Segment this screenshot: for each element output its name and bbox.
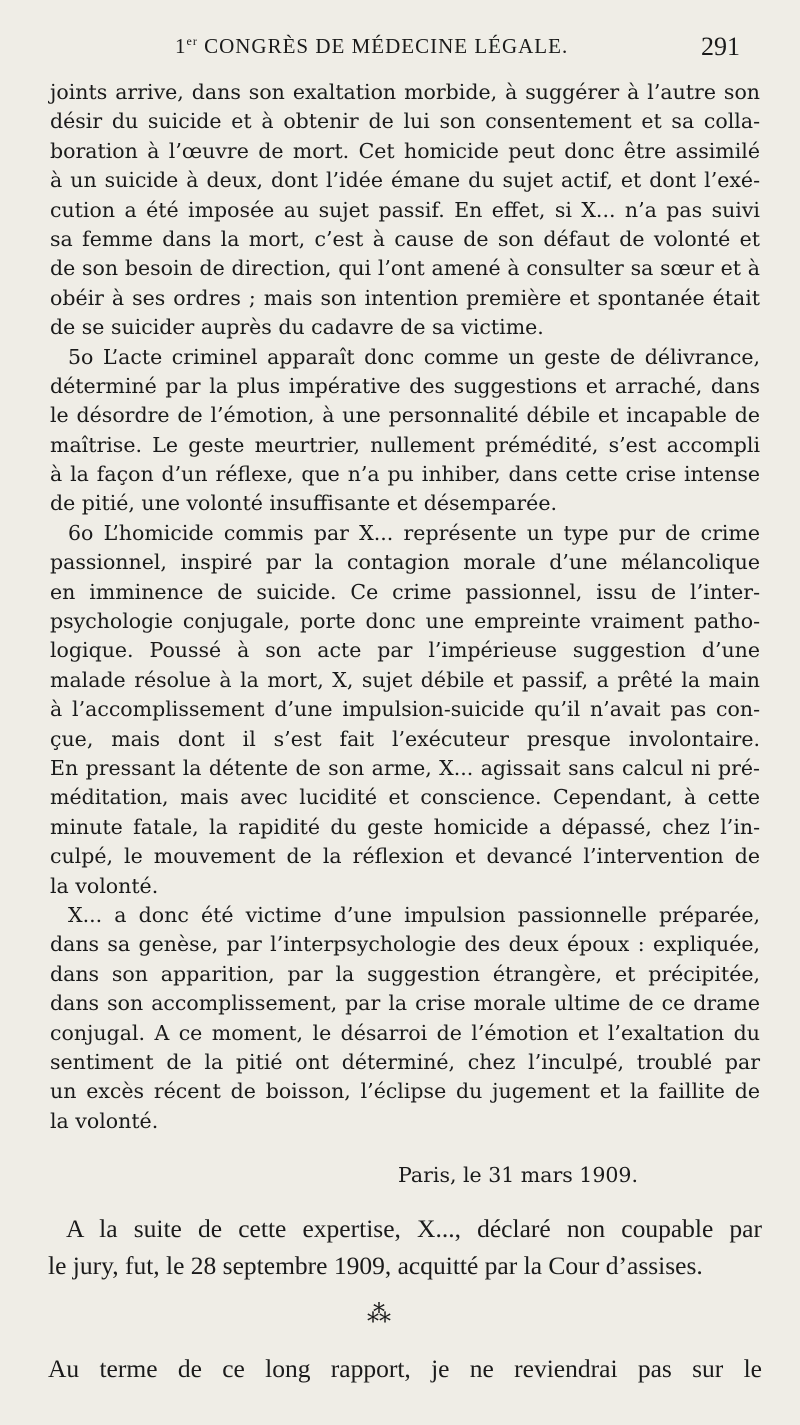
text-line: dans sa genèse, par l’interpsychologie des deux époux : expliquée, bbox=[50, 932, 760, 957]
body-text bbox=[50, 78, 760, 1136]
text-line: à un suicide à deux, dont l’idée émane du sujet actif, et dont l’exé- bbox=[50, 168, 760, 193]
text-line: sentiment de la pitié ont déterminé, chez l’inculpé, troublé par bbox=[50, 1049, 760, 1074]
text-line: à la façon d’un réflexe, que n’a pu inhiber, dans cette crise intense bbox=[50, 462, 760, 487]
text-line: méditation, mais avec lucidité et conscience. Cependant, à cette bbox=[50, 785, 760, 810]
text-line: 5o L’acte criminel apparaît donc comme un geste de délivrance, bbox=[68, 344, 760, 369]
signature-date: Paris, le 31 mars 1909. bbox=[398, 1163, 638, 1187]
text-line: malade résolue à la mort, X, sujet débile et passif, a prêté la main bbox=[50, 667, 760, 692]
text-line: dans son apparition, par la suggestion étrangère, et précipitée, bbox=[50, 961, 760, 986]
asterism-glyph: ⁂ bbox=[367, 1300, 391, 1328]
text-line: joints arrive, dans son exaltation morbide, à suggérer à l’autre son bbox=[50, 80, 760, 104]
page-number: 291 bbox=[701, 32, 740, 61]
text-line: de se suicider auprès du cadavre de sa victime. bbox=[50, 315, 544, 340]
running-head-title: CONGRÈS DE MÉDECINE LÉGALE. bbox=[204, 34, 569, 58]
text-line: psychologie conjugale, porte donc une empreinte vraiment patho- bbox=[50, 609, 760, 634]
ordinal-superscript: er bbox=[186, 34, 198, 48]
final-line bbox=[48, 1350, 762, 1383]
text-line: obéir à ses ordres ; mais son intention première et spontanée était bbox=[50, 285, 760, 310]
text-line: maîtrise. Le geste meurtrier, nullement prémédité, s’est accompli bbox=[50, 432, 760, 457]
text-line: Au terme de ce long rapport, je ne reviendrai pas sur le bbox=[48, 1354, 762, 1383]
text-line: désir du suicide et à obtenir de lui son consentement et sa colla- bbox=[50, 109, 760, 134]
text-line: conjugal. A ce moment, le désarroi de l’émotion et l’exaltation du bbox=[50, 1020, 760, 1045]
page-header bbox=[0, 30, 800, 70]
text-line: boration à l’œuvre de mort. Cet homicide peut donc être assimilé bbox=[50, 138, 760, 163]
text-line: culpé, le mouvement de la réflexion et devancé l’intervention de bbox=[50, 844, 760, 869]
text-line: le jury, fut, le 28 septembre 1909, acquitté par la Cour d’assises. bbox=[48, 1251, 703, 1280]
text-line: çue, mais dont il s’est fait l’exécuteur presque involontaire. bbox=[50, 726, 760, 751]
asterism bbox=[0, 1300, 800, 1346]
running-head bbox=[175, 34, 568, 59]
text-line: un excès récent de boisson, l’éclipse du jugement et la faillite de bbox=[50, 1079, 760, 1104]
text-line: En pressant la détente de son arme, X... agissait sans calcul ni pré- bbox=[50, 755, 760, 780]
text-line: cution a été imposée au sujet passif. En effet, si X... n’a pas suivi bbox=[50, 197, 760, 222]
text-line: la volonté. bbox=[50, 1108, 159, 1133]
text-line: le désordre de l’émotion, à une personnalité débile et incapable de bbox=[50, 403, 760, 428]
text-line: déterminé par la plus impérative des suggestions et arraché, dans bbox=[50, 373, 760, 398]
text-line: à l’accomplissement d’une impulsion-suicide qu’il n’avait pas con- bbox=[50, 697, 760, 722]
ordinal: 1 bbox=[175, 34, 187, 58]
closing-paragraph bbox=[48, 1210, 762, 1284]
text-line: passionnel, inspiré par la contagion morale d’une mélancolique bbox=[50, 550, 760, 575]
text-line: minute fatale, la rapidité du geste homicide a dépassé, chez l’in- bbox=[50, 814, 760, 839]
text-line: 6o L’homicide commis par X... représente un type pur de crime bbox=[68, 520, 760, 545]
text-line: sa femme dans la mort, c’est à cause de son défaut de volonté et bbox=[50, 226, 760, 251]
text-line: de pitié, une volonté insuffisante et désemparée. bbox=[50, 491, 557, 516]
text-line: en imminence de suicide. Ce crime passionnel, issu de l’inter- bbox=[50, 579, 760, 604]
text-line: X... a donc été victime d’une impulsion passionnelle préparée, bbox=[68, 902, 760, 927]
text-line: la volonté. bbox=[50, 873, 159, 898]
text-line: de son besoin de direction, qui l’ont amené à consulter sa sœur et à bbox=[50, 256, 760, 281]
text-line: A la suite de cette expertise, X..., déclaré non coupable par bbox=[66, 1214, 762, 1243]
text-line: dans son accomplissement, par la crise morale ultime de ce drame bbox=[50, 991, 760, 1016]
text-line: logique. Poussé à son acte par l’impérieuse suggestion d’une bbox=[50, 638, 760, 663]
